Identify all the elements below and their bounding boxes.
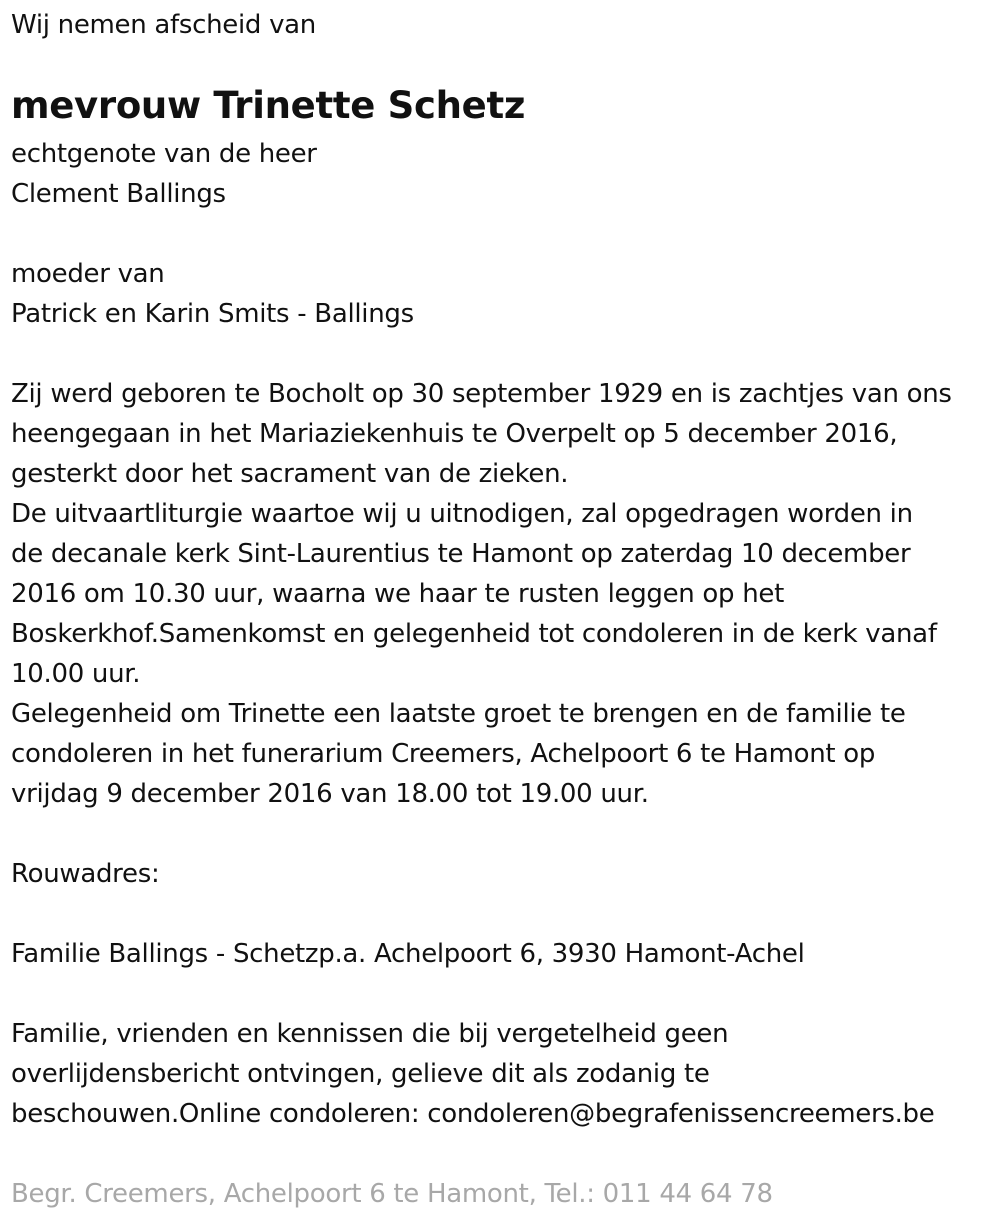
spouse-block bbox=[11, 134, 317, 214]
address-label: Rouwadres: bbox=[11, 859, 160, 889]
funeral-home-footer: Begr. Creemers, Achelpoort 6 te Hamont, Tel.: 011 44 64 78 bbox=[11, 1179, 773, 1209]
body-line: vrijdag 9 december 2016 van 18.00 tot 19.00 uur. bbox=[11, 779, 649, 809]
intro-text: Wij nemen afscheid van bbox=[11, 10, 316, 40]
body-line: Gelegenheid om Trinette een laatste groet te brengen en de familie te bbox=[11, 699, 906, 729]
body-line: 10.00 uur. bbox=[11, 659, 141, 689]
body-line: Zij werd geboren te Bocholt op 30 september 1929 en is zachtjes van ons bbox=[11, 379, 952, 409]
body-line: 2016 om 10.30 uur, waarna we haar te rusten leggen op het bbox=[11, 579, 784, 609]
spouse-line: Clement Ballings bbox=[11, 179, 226, 209]
children-block bbox=[11, 254, 414, 334]
deceased-name: mevrouw Trinette Schetz bbox=[11, 84, 526, 127]
closing-line: beschouwen.Online condoleren: condoleren@begrafenissencreemers.be bbox=[11, 1099, 935, 1129]
body-line: condoleren in het funerarium Creemers, Achelpoort 6 te Hamont op bbox=[11, 739, 876, 769]
closing-line: overlijdensbericht ontvingen, gelieve dit als zodanig te bbox=[11, 1059, 710, 1089]
body-line: Boskerkhof.Samenkomst en gelegenheid tot condoleren in de kerk vanaf bbox=[11, 619, 937, 649]
children-line: Patrick en Karin Smits - Ballings bbox=[11, 299, 414, 329]
obituary-body bbox=[11, 374, 952, 814]
closing-note bbox=[11, 1014, 934, 1134]
closing-line: Familie, vrienden en kennissen die bij vergetelheid geen bbox=[11, 1019, 729, 1049]
body-line: de decanale kerk Sint-Laurentius te Hamont op zaterdag 10 december bbox=[11, 539, 911, 569]
mourning-address: Familie Ballings - Schetzp.a. Achelpoort 6, 3930 Hamont-Achel bbox=[11, 939, 805, 969]
children-line: moeder van bbox=[11, 259, 165, 289]
spouse-line: echtgenote van de heer bbox=[11, 139, 317, 169]
body-line: De uitvaartliturgie waartoe wij u uitnodigen, zal opgedragen worden in bbox=[11, 499, 913, 529]
body-line: gesterkt door het sacrament van de zieken. bbox=[11, 459, 569, 489]
body-line: heengegaan in het Mariaziekenhuis te Overpelt op 5 december 2016, bbox=[11, 419, 898, 449]
